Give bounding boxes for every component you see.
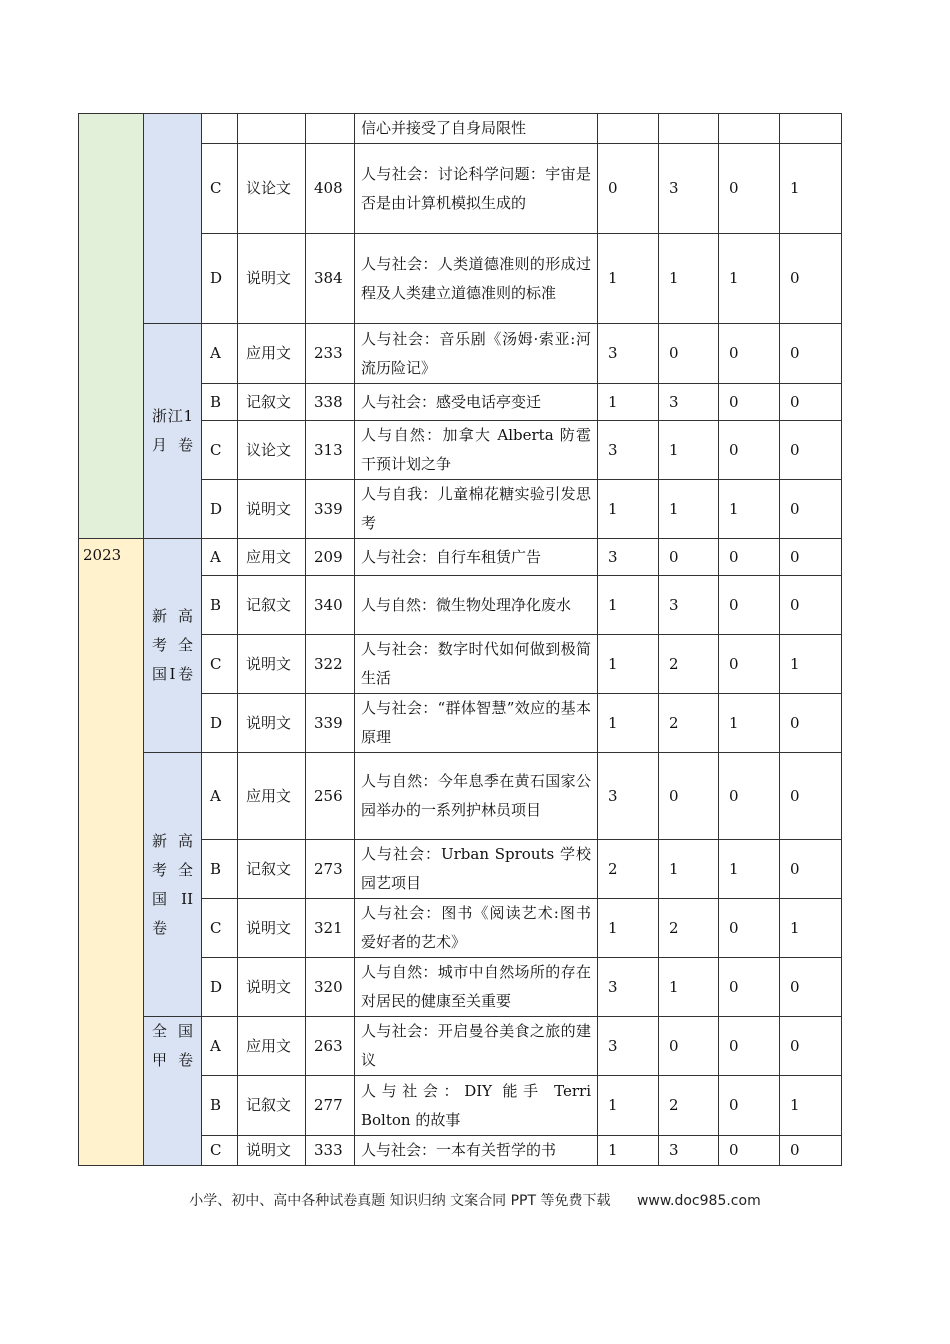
genre-cell: 说明文 [238,958,306,1017]
count-1-cell: 2 [598,840,659,899]
count-4-cell: 0 [780,576,842,635]
count-2-cell: 3 [659,144,719,234]
word-count-cell: 340 [306,576,355,635]
table-row [79,539,842,576]
count-4-cell: 0 [780,324,842,384]
count-2-cell: 0 [659,539,719,576]
count-3-cell: 0 [719,144,780,234]
word-count-cell: 273 [306,840,355,899]
count-3-cell: 0 [719,753,780,840]
topic-cell: 人与自然：微生物处理净化废水 [355,576,598,635]
count-1-cell: 1 [598,480,659,539]
topic-cell: 人与社会：音乐剧《汤姆·索亚:河流历险记》 [355,324,598,384]
topic-cell: 人与社会：Urban Sprouts 学校园艺项目 [355,840,598,899]
count-3-cell: 0 [719,958,780,1017]
exam-name-cell: 浙江1月卷 [144,324,202,539]
count-3-cell: 0 [719,421,780,480]
genre-cell: 记叙文 [238,576,306,635]
count-4-cell: 1 [780,635,842,694]
count-3-cell: 0 [719,324,780,384]
topic-cell: 人与社会：数字时代如何做到极简生活 [355,635,598,694]
exam-name-cell: 全国甲卷 [144,1017,202,1166]
count-2-cell: 2 [659,635,719,694]
count-4-cell: 0 [780,421,842,480]
topic-cell: 人与社会：一本有关哲学的书 [355,1136,598,1166]
genre-cell: 记叙文 [238,384,306,421]
count-1-cell: 1 [598,899,659,958]
count-1-cell: 1 [598,694,659,753]
count-1-cell: 1 [598,576,659,635]
count-2-cell: 0 [659,753,719,840]
count-1-cell: 0 [598,144,659,234]
word-count-cell: 384 [306,234,355,324]
count-4-cell: 0 [780,384,842,421]
count-3-cell: 0 [719,1017,780,1076]
count-1-cell: 1 [598,234,659,324]
passage-letter-cell: B [202,576,238,635]
passage-letter-cell: C [202,635,238,694]
exam-name-cell: 新高考全国I卷 [144,539,202,753]
passage-letter-cell: D [202,234,238,324]
count-3-cell: 1 [719,234,780,324]
count-4-cell: 0 [780,234,842,324]
passage-letter-cell: A [202,324,238,384]
topic-cell: 人与社会：自行车租赁广告 [355,539,598,576]
count-1-cell: 1 [598,635,659,694]
count-3-cell: 0 [719,576,780,635]
exam-name-cell [144,114,202,324]
passage-letter-cell: C [202,421,238,480]
count-4-cell: 0 [780,958,842,1017]
count-4-cell: 0 [780,480,842,539]
passage-letter-cell: C [202,899,238,958]
word-count-cell: 233 [306,324,355,384]
count-4-cell: 0 [780,753,842,840]
word-count-cell: 277 [306,1076,355,1136]
word-count-cell: 322 [306,635,355,694]
count-3-cell: 0 [719,1076,780,1136]
count-1-cell [598,114,659,144]
count-1-cell: 1 [598,1076,659,1136]
count-2-cell: 1 [659,958,719,1017]
table-row [79,324,842,384]
word-count-cell: 339 [306,694,355,753]
footer-text: 小学、初中、高中各种试卷真题 知识归纳 文案合同 PPT 等免费下载 [189,1193,611,1209]
count-4-cell: 1 [780,144,842,234]
footer-url: www.doc985.com [636,1193,761,1209]
count-4-cell: 0 [780,1136,842,1166]
passage-letter-cell: B [202,1076,238,1136]
count-2-cell: 3 [659,384,719,421]
count-2-cell: 2 [659,694,719,753]
passage-letter-cell: C [202,144,238,234]
genre-cell: 应用文 [238,1017,306,1076]
topic-cell: 人与社会：人类道德准则的形成过程及人类建立道德准则的标准 [355,234,598,324]
table-row [79,114,842,144]
word-count-cell: 313 [306,421,355,480]
count-2-cell: 3 [659,576,719,635]
count-2-cell: 0 [659,324,719,384]
passage-letter-cell: D [202,694,238,753]
topic-cell: 人与社会：感受电话亭变迁 [355,384,598,421]
topic-cell: 人与社会：“群体智慧”效应的基本原理 [355,694,598,753]
genre-cell: 说明文 [238,1136,306,1166]
genre-cell: 议论文 [238,144,306,234]
count-3-cell: 0 [719,384,780,421]
genre-cell: 说明文 [238,694,306,753]
passage-letter-cell: A [202,539,238,576]
passage-letter-cell: D [202,958,238,1017]
count-4-cell: 1 [780,1076,842,1136]
passage-letter-cell: A [202,1017,238,1076]
count-3-cell: 1 [719,694,780,753]
word-count-cell: 408 [306,144,355,234]
count-4-cell [780,114,842,144]
word-count-cell: 256 [306,753,355,840]
count-1-cell: 3 [598,539,659,576]
genre-cell [238,114,306,144]
count-2-cell: 1 [659,840,719,899]
count-3-cell: 0 [719,539,780,576]
table-row [79,1017,842,1076]
count-2-cell: 1 [659,234,719,324]
count-2-cell: 2 [659,899,719,958]
passage-letter-cell: D [202,480,238,539]
count-2-cell: 2 [659,1076,719,1136]
count-4-cell: 1 [780,899,842,958]
count-1-cell: 1 [598,1136,659,1166]
passage-letter-cell: B [202,384,238,421]
count-3-cell: 0 [719,1136,780,1166]
topic-cell: 人与社会：讨论科学问题：宇宙是否是由计算机模拟生成的 [355,144,598,234]
topic-cell: 人与社会：开启曼谷美食之旅的建议 [355,1017,598,1076]
count-4-cell: 0 [780,539,842,576]
count-3-cell [719,114,780,144]
topic-cell: 人与社会：DIY 能手 Terri Bolton 的故事 [355,1076,598,1136]
genre-cell: 说明文 [238,480,306,539]
count-3-cell: 0 [719,635,780,694]
topic-cell: 人与自我：儿童棉花糖实验引发思考 [355,480,598,539]
count-1-cell: 3 [598,421,659,480]
word-count-cell: 333 [306,1136,355,1166]
genre-cell: 说明文 [238,899,306,958]
count-1-cell: 3 [598,1017,659,1076]
topic-cell: 人与自然：加拿大 Alberta 防雹干预计划之争 [355,421,598,480]
passage-letter-cell [202,114,238,144]
genre-cell: 说明文 [238,635,306,694]
word-count-cell: 338 [306,384,355,421]
count-1-cell: 1 [598,384,659,421]
exam-name-cell: 新高考全国II卷 [144,753,202,1017]
passage-letter-cell: A [202,753,238,840]
count-4-cell: 0 [780,1017,842,1076]
page-footer [0,1190,950,1210]
count-3-cell: 1 [719,840,780,899]
word-count-cell: 263 [306,1017,355,1076]
count-2-cell: 1 [659,421,719,480]
genre-cell: 议论文 [238,421,306,480]
genre-cell: 记叙文 [238,1076,306,1136]
genre-cell: 说明文 [238,234,306,324]
topic-cell: 人与自然：今年息季在黄石国家公园举办的一系列护林员项目 [355,753,598,840]
table-body [79,114,842,1166]
word-count-cell: 339 [306,480,355,539]
passage-letter-cell: C [202,1136,238,1166]
count-4-cell: 0 [780,840,842,899]
count-4-cell: 0 [780,694,842,753]
count-2-cell: 0 [659,1017,719,1076]
topic-cell: 人与自然：城市中自然场所的存在对居民的健康至关重要 [355,958,598,1017]
genre-cell: 应用文 [238,753,306,840]
topic-cell: 信心并接受了自身局限性 [355,114,598,144]
word-count-cell: 321 [306,899,355,958]
word-count-cell: 209 [306,539,355,576]
year-cell-2023: 2023 [79,539,144,1166]
count-1-cell: 3 [598,958,659,1017]
count-3-cell: 0 [719,899,780,958]
genre-cell: 应用文 [238,539,306,576]
year-cell-prev [79,114,144,539]
exam-analysis-table [78,113,842,1166]
topic-cell: 人与社会：图书《阅读艺术:图书爱好者的艺术》 [355,899,598,958]
count-2-cell: 1 [659,480,719,539]
count-2-cell: 3 [659,1136,719,1166]
count-2-cell [659,114,719,144]
genre-cell: 应用文 [238,324,306,384]
word-count-cell: 320 [306,958,355,1017]
word-count-cell [306,114,355,144]
count-3-cell: 1 [719,480,780,539]
passage-letter-cell: B [202,840,238,899]
table-row [79,753,842,840]
count-1-cell: 3 [598,753,659,840]
count-1-cell: 3 [598,324,659,384]
genre-cell: 记叙文 [238,840,306,899]
